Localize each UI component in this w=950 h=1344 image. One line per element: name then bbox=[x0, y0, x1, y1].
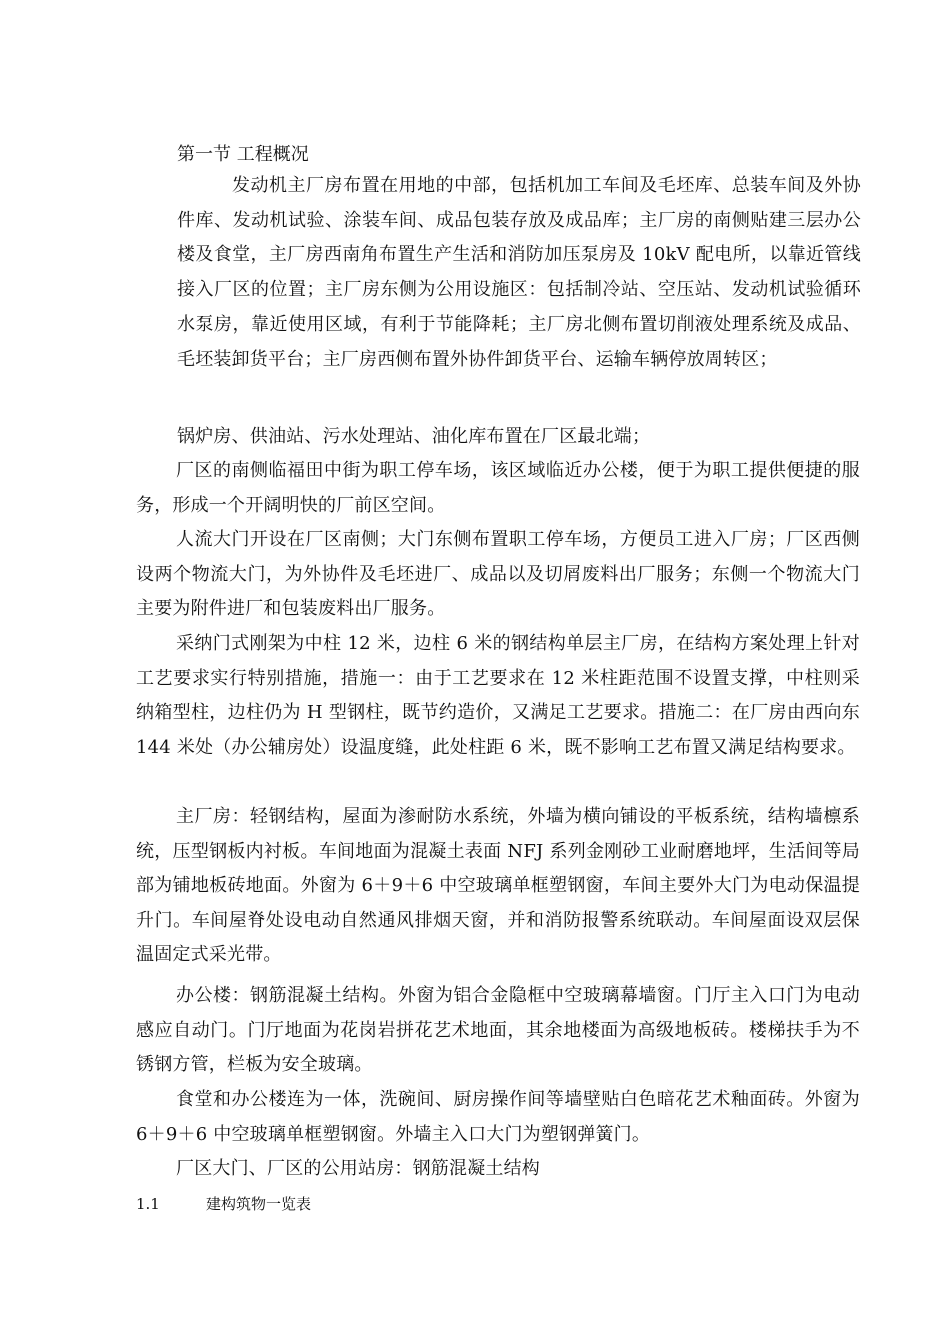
paragraph-structure: 采纳门式刚架为中柱 12 米，边柱 6 米的钢结构单层主厂房，在结构方案处理上针对工艺要求实行特别措施，措施一：由于工艺要求在 12 米柱距范围不设置支撑，中柱则采纳箱型柱，边柱仍为 H 型钢柱，既节约造价，又满足工艺要求。措施二：在厂房由西向东 144 米处（办公辅房处）设温度缝，此处柱距 6 米，既不影响工艺布置又满足结构要求。 bbox=[136, 633, 860, 758]
paragraph-boiler: 锅炉房、供油站、污水处理站、油化库布置在厂区最北端； bbox=[177, 426, 651, 447]
paragraph-gates: 人流大门开设在厂区南侧；大门东侧布置职工停车场，方便员工进入厂房；厂区西侧设两个物流大门，为外协件及毛坯进厂、成品以及切屑废料出厂服务；东侧一个物流大门主要为附件进厂和包装废料出厂服务。 bbox=[136, 529, 860, 620]
paragraph-gate-stations: 厂区大门、厂区的公用站房：钢筋混凝土结构 bbox=[176, 1158, 540, 1179]
paragraph-main-plant: 主厂房：轻钢结构，屋面为渗耐防水系统，外墙为横向铺设的平板系统，结构墙檩系统，压型钢板内衬板。车间地面为混凝土表面 NFJ 系列金刚砂工业耐磨地坪，生活间等局部为铺地板砖地面。外窗为 6＋9＋6 中空玻璃单框塑钢窗，车间主要外大门为电动保温提升门。车间屋脊处设电动自然通风排烟天窗，并和消防报警系统联动。车间屋面设双层保温固定式采光带。 bbox=[136, 806, 860, 966]
paragraph-canteen: 食堂和办公楼连为一体，洗碗间、厨房操作间等墙壁贴白色暗花艺术釉面砖。外窗为 6＋9＋6 中空玻璃单框塑钢窗。外墙主入口大门为塑钢弹簧门。 bbox=[136, 1089, 860, 1145]
subsection-heading bbox=[136, 1193, 311, 1215]
section-heading: 第一节 工程概况 bbox=[177, 144, 309, 165]
subsection-title: 建构筑物一览表 bbox=[206, 1195, 312, 1213]
subsection-number: 1.1 bbox=[136, 1195, 160, 1213]
paragraph-layout: 发动机主厂房布置在用地的中部，包括机加工车间及毛坯库、总装车间及外协件库、发动机试验、涂装车间、成品包装存放及成品库；主厂房的南侧贴建三层办公楼及食堂，主厂房西南角布置生产生活和消防加压泵房及 10kV 配电所，以靠近管线接入厂区的位置；主厂房东侧为公用设施区：包括制冷站、空压站、发动机试验循环水泵房，靠近使用区域，有利于节能降耗；主厂房北侧布置切削液处理系统及成品、毛坯装卸货平台；主厂房西侧布置外协件卸货平台、运输车辆停放周转区； bbox=[177, 175, 861, 370]
paragraph-office: 办公楼：钢筋混凝土结构。外窗为铝合金隐框中空玻璃幕墙窗。门厅主入口门为电动感应自动门。门厅地面为花岗岩拼花艺术地面，其余地楼面为高级地板砖。楼梯扶手为不锈钢方管，栏板为安全玻璃。 bbox=[136, 985, 860, 1076]
paragraph-parking: 厂区的南侧临福田中街为职工停车场，该区域临近办公楼，便于为职工提供便捷的服务，形成一个开阔明快的厂前区空间。 bbox=[136, 460, 860, 516]
